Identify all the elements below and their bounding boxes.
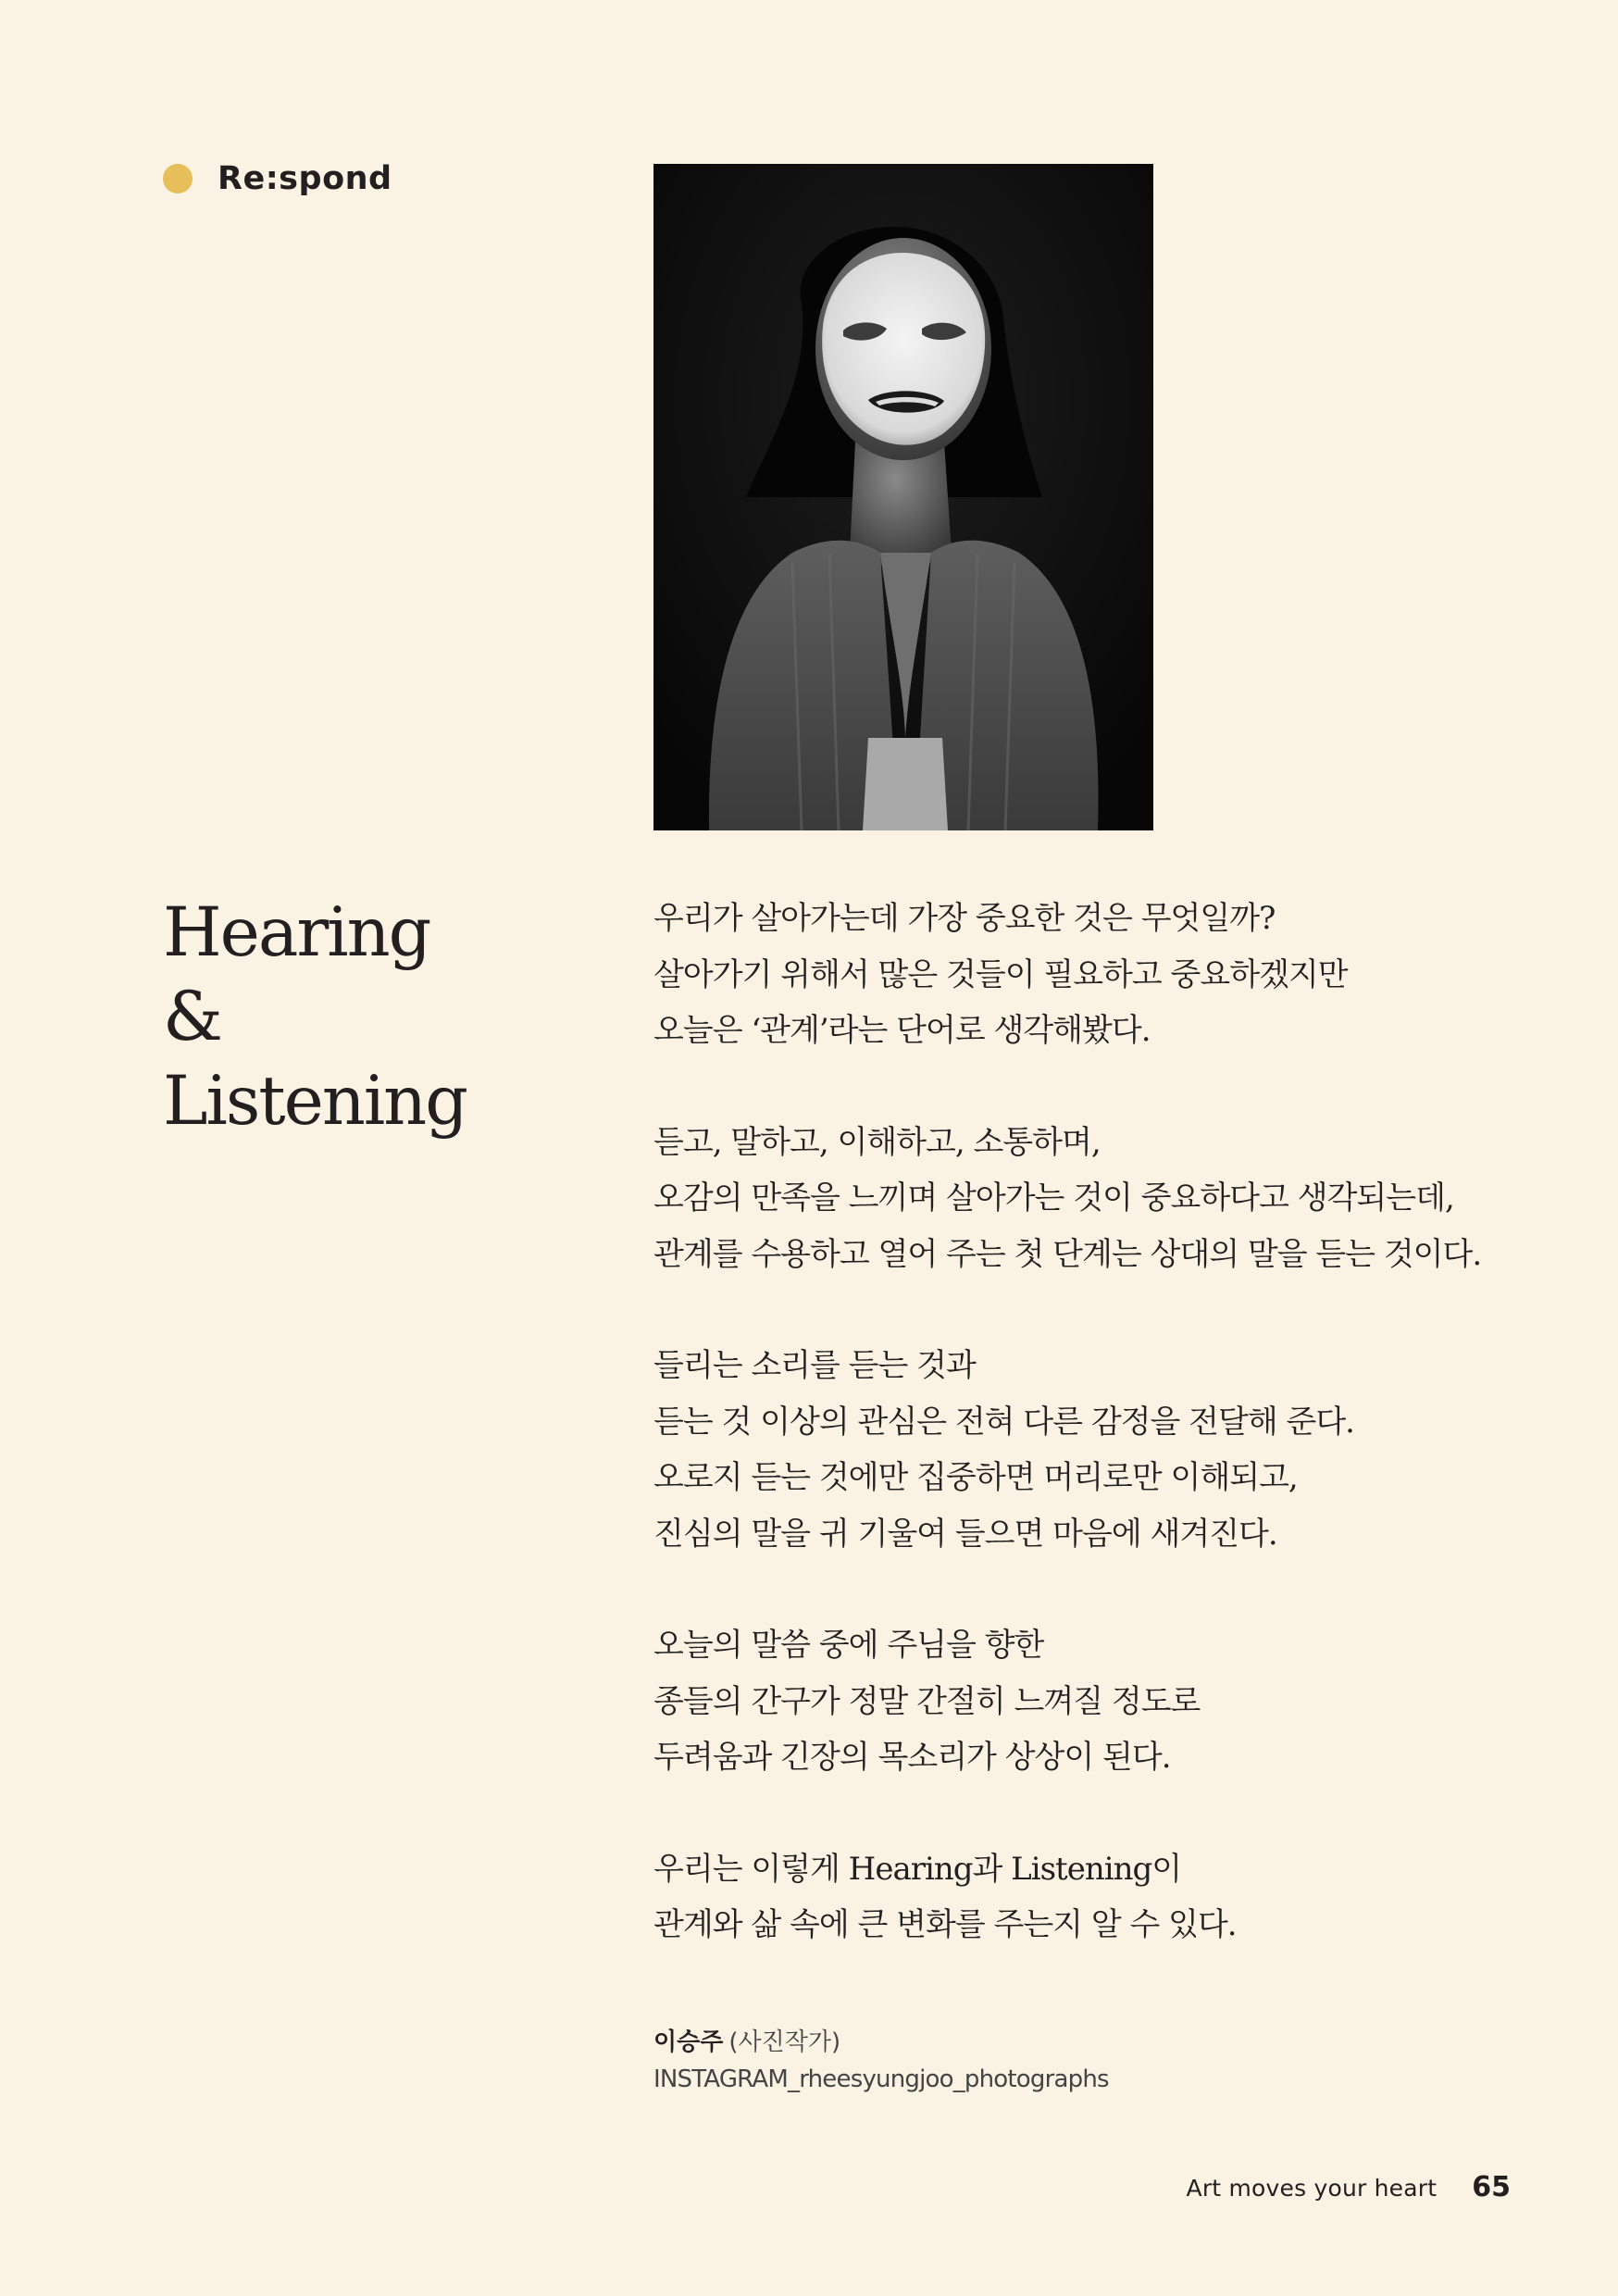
page-footer [1187,2171,1511,2203]
text-line: 우리가 살아가는데 가장 중요한 것은 무엇일까? [653,900,1276,937]
portrait-photo [653,164,1153,830]
text-line: 오감의 만족을 느끼며 살아가는 것이 중요하다고 생각되는데, [653,1179,1454,1217]
text-line: 관계와 삶 속에 큰 변화를 주는지 알 수 있다. [653,1906,1237,1943]
text-line: 듣고, 말하고, 이해하고, 소통하며, [653,1123,1101,1161]
credit-name-line [653,2024,1109,2061]
paragraph [653,1841,1542,1953]
text-line: 살아가기 위해서 많은 것들이 필요하고 중요하겠지만 [653,955,1348,993]
photographer-credit [653,2024,1109,2098]
paragraph [653,1617,1542,1786]
credit-instagram: INSTAGRAM_rheesyungjoo_photographs [653,2065,1109,2093]
section-label: Re:spond [218,160,392,197]
footer-tagline: Art moves your heart [1186,2175,1438,2202]
text-line: 관계를 수용하고 열어 주는 첫 단계는 상대의 말을 듣는 것이다. [653,1235,1482,1273]
section-tag [163,159,392,198]
article-body [653,891,1542,2009]
paragraph [653,1338,1542,1562]
headline-line-3: Listening [163,1062,467,1141]
paragraph [653,891,1542,1059]
paragraph [653,1115,1542,1283]
text-line: 들리는 소리를 듣는 것과 [653,1347,976,1384]
headline-line-2: & [163,978,221,1056]
text-line: 오로지 듣는 것에만 집중하면 머리로만 이해되고, [653,1459,1298,1496]
headline [163,891,589,1143]
text-line: 오늘의 말씀 중에 주님을 향한 [653,1627,1044,1664]
text-line: 종들의 간구가 정말 간절히 느껴질 정도로 [653,1682,1201,1720]
text-line: 진심의 말을 귀 기울여 들으면 마음에 새겨진다. [653,1515,1277,1553]
text-line: 듣는 것 이상의 관심은 전혀 다른 감정을 전달해 준다. [653,1403,1354,1441]
section-dot-icon [163,164,193,193]
headline-line-1: Hearing [163,893,430,972]
text-line: 오늘은 ‘관계’라는 단어로 생각해봤다. [653,1012,1151,1049]
credit-role: (사진작가) [728,2028,841,2056]
credit-name: 이승주 [653,2028,724,2056]
text-line: 우리는 이렇게 Hearing과 Listening이 [653,1850,1182,1888]
page-number: 65 [1472,2171,1511,2203]
portrait-photo-image [653,164,1153,830]
text-line: 두려움과 긴장의 목소리가 상상이 된다. [653,1739,1171,1776]
